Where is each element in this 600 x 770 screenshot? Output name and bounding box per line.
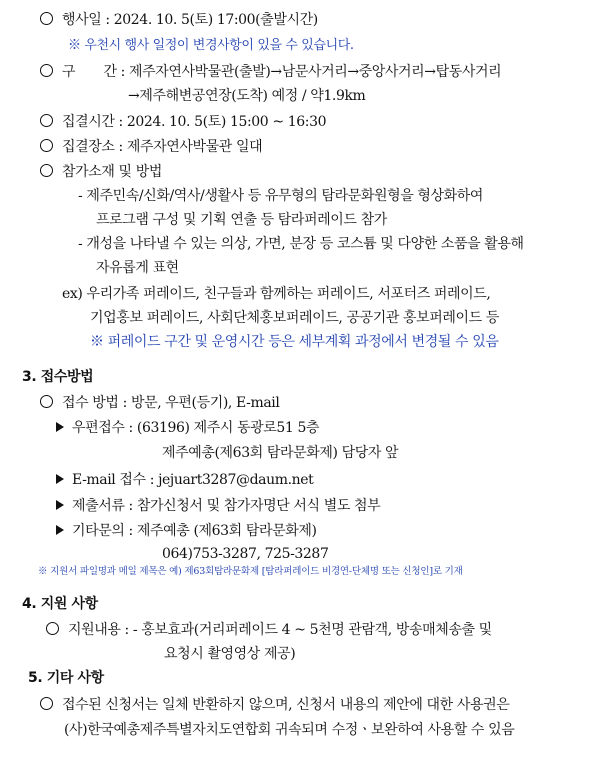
event-date: 행사일 : 2024. 10. 5(토) 17:00(출발시간): [62, 12, 318, 28]
inquiry-text: 기타문의 : 제주예총 (제63회 탐라문화제): [72, 523, 317, 539]
arrow-bullet-icon: [56, 500, 64, 510]
inquiry-line1: [56, 521, 317, 541]
circle-bullet-icon: [40, 12, 53, 25]
route-label: 구 간 : 제주자연사박물관(출발)→남문사거리→중앙사거리→탑동사거리: [62, 64, 502, 80]
arrow-bullet-icon: [56, 474, 64, 484]
circle-bullet-icon: [40, 697, 53, 710]
post-line2: 제주예총(제63회 탐라문화제) 담당자 앞: [162, 445, 399, 461]
example-line1: ex) 우리가족 퍼레이드, 친구들과 함께하는 퍼레이드, 서포터즈 퍼레이드,: [62, 286, 491, 302]
etc-line1: [40, 695, 509, 715]
event-date-note: ※ 우천시 행사 일정이 변경사항이 있을 수 있습니다.: [68, 38, 354, 53]
section5-title: 5. 기타 사항: [28, 670, 104, 686]
circle-bullet-icon: [40, 64, 53, 77]
etc-text: 접수된 신청서는 일체 반환하지 않으며, 신청서 내용의 제안에 대한 사용권은: [62, 697, 510, 713]
route-continuation: →제주해변공연장(도착) 예정 / 약1.9km: [128, 88, 366, 104]
docs-text: 제출서류 : 참가신청서 및 참가자명단 서식 별도 첨부: [72, 498, 381, 514]
circle-bullet-icon: [40, 395, 53, 408]
theme-item1-line2: 프로그램 구성 및 기획 연출 등 탐라퍼레이드 참가: [96, 212, 387, 228]
post-address: 우편접수 : (63196) 제주시 동광로51 5층: [72, 420, 320, 436]
theme-item1-line1: - 제주민속/신화/역사/생활사 등 유무형의 탐라문화원형을 형상화하여: [78, 188, 484, 204]
circle-bullet-icon: [40, 164, 53, 177]
etc-line2: (사)한국예총제주특별자치도연합회 귀속되며 수정ㆍ보완하여 사용할 수 있음: [64, 722, 515, 738]
assembly-time-line: [40, 112, 326, 132]
file-note: ※ 지원서 파일명과 메일 제목은 예) 제63회탐라문화제 [탐라퍼레이드 비경연-단체명 또는 신청인]로 기재: [38, 566, 463, 577]
theme-item2-line2: 자유롭게 표현: [96, 260, 179, 276]
assembly-time: 집결시간 : 2024. 10. 5(토) 15:00 ~ 16:30: [62, 114, 327, 130]
email-text: E-mail 접수 : jejuart3287@daum.net: [72, 472, 314, 488]
example-note: ※ 퍼레이드 구간 및 운영시간 등은 세부계획 과정에서 변경될 수 있음: [90, 334, 499, 350]
post-line1: [56, 418, 319, 438]
inquiry-phone: 064)753-3287, 725-3287: [162, 546, 329, 562]
support-line2: 요청시 촬영영상 제공): [164, 646, 296, 662]
theme-title-line: [40, 162, 162, 182]
arrow-bullet-icon: [56, 525, 64, 535]
support-text: 지원내용 : - 홍보효과(거리퍼레이드 4 ~ 5천명 관람객, 방송매체송출 및: [68, 622, 492, 638]
example-line2: 기업홍보 퍼레이드, 사회단체홍보퍼레이드, 공공기관 홍보퍼레이드 등: [90, 310, 499, 326]
docs-line: [56, 496, 380, 516]
email-line: [56, 470, 313, 490]
section4-title: 4. 지원 사항: [22, 596, 98, 612]
assembly-place-line: [40, 137, 262, 157]
method-text: 접수 방법 : 방문, 우편(등기), E-mail: [62, 395, 280, 411]
section3-title: 3. 접수방법: [22, 369, 94, 385]
circle-bullet-icon: [40, 139, 53, 152]
circle-bullet-icon: [46, 622, 59, 635]
method-line: [40, 393, 279, 413]
support-line1: [46, 620, 492, 640]
circle-bullet-icon: [40, 114, 53, 127]
theme-item2-line1: - 개성을 나타낼 수 있는 의상, 가면, 분장 등 코스튬 및 다양한 소품을 활용해: [78, 236, 524, 252]
theme-title: 참가소재 및 방법: [62, 164, 162, 180]
assembly-place: 집결장소 : 제주자연사박물관 일대: [62, 139, 263, 155]
event-date-line: [40, 10, 318, 30]
arrow-bullet-icon: [56, 422, 64, 432]
route-line: [40, 62, 501, 82]
